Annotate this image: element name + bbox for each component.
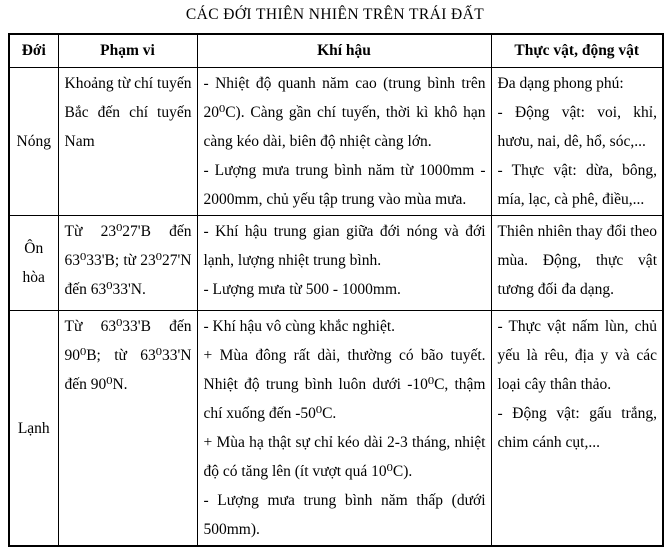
flora-fauna-paragraph: - Động vật: voi, khỉ, hươu, nai, dê, hổ, sóc,... (497, 104, 657, 150)
header-zone: Đới (9, 34, 58, 68)
table-row-hot-zone (9, 68, 663, 216)
climate-cell-temperate (197, 216, 491, 311)
climate-paragraph: - Khí hậu trung gian giữa đới nóng và đới lạnh, lượng nhiệt trung bình. (203, 223, 486, 269)
zone-cell-temperate: Ôn hòa (9, 216, 58, 311)
flora-fauna-cell-hot (491, 68, 663, 216)
climate-paragraph: - Lượng mưa từ 500 - 1000mm. (203, 281, 401, 298)
scope-cell-cold (58, 311, 197, 547)
scope-cell-hot (58, 68, 197, 216)
scope-cell-temperate (58, 216, 197, 311)
flora-fauna-cell-temperate (491, 216, 663, 311)
climate-paragraph: + Mùa hạ thật sự chỉ kéo dài 2-3 tháng, nhiệt độ có tăng lên (ít vượt quá 10⁰C). (203, 434, 486, 480)
scope-text: Khoảng từ chí tuyến Bắc đến chí tuyến Nam (64, 75, 192, 150)
flora-fauna-paragraph: - Thực vật: dừa, bông, mía, lạc, cà phê, điều,... (497, 162, 657, 208)
zone-cell-hot: Nóng (9, 68, 58, 216)
natural-zones-table (8, 33, 664, 547)
climate-paragraph: - Lượng mưa trung bình năm thấp (dưới 500mm). (203, 492, 486, 538)
document-title: CÁC ĐỚI THIÊN NHIÊN TRÊN TRÁI ĐẤT (185, 6, 485, 23)
climate-paragraph: - Lượng mưa trung bình năm từ 1000mm - 2000mm, chủ yếu tập trung vào mùa mưa. (203, 162, 486, 208)
climate-paragraph: - Nhiệt độ quanh năm cao (trung bình trên 20⁰C). Càng gần chí tuyến, thời kì khô hạn càng kéo dài, biên độ nhiệt càng lớn. (203, 75, 486, 150)
flora-fauna-paragraph: Thiên nhiên thay đổi theo mùa. Động, thực vật tương đối đa dạng. (497, 223, 657, 298)
header-scope: Phạm vi (58, 34, 197, 68)
flora-fauna-cell-cold (491, 311, 663, 547)
flora-fauna-paragraph: - Thực vật nấm lùn, chủ yếu là rêu, địa y và các loại cây thân thảo. (497, 318, 657, 393)
climate-cell-hot (197, 68, 491, 216)
scope-text: Từ 23⁰27'B đến 63⁰33'B; từ 23⁰27'N đến 63⁰33'N. (64, 223, 192, 298)
flora-fauna-paragraph: - Động vật: gấu trắng, chim cánh cụt,... (497, 405, 657, 451)
header-flora-fauna: Thực vật, động vật (491, 34, 663, 68)
scope-text: Từ 63⁰33'B đến 90⁰B; từ 63⁰33'N đến 90⁰N. (64, 318, 192, 393)
table-row-cold-zone (9, 311, 663, 547)
climate-cell-cold (197, 311, 491, 547)
zone-cell-cold: Lạnh (9, 311, 58, 547)
table-header-row (9, 34, 663, 68)
climate-paragraph: - Khí hậu vô cùng khắc nghiệt. (203, 318, 396, 335)
header-climate: Khí hậu (197, 34, 491, 68)
table-row-temperate-zone (9, 216, 663, 311)
climate-paragraph: + Mùa đông rất dài, thường có bão tuyết. Nhiệt độ trung bình luôn dưới -10⁰C, thậm chí xuống đến -50⁰C. (203, 347, 486, 422)
flora-fauna-paragraph: Đa dạng phong phú: (497, 75, 624, 92)
